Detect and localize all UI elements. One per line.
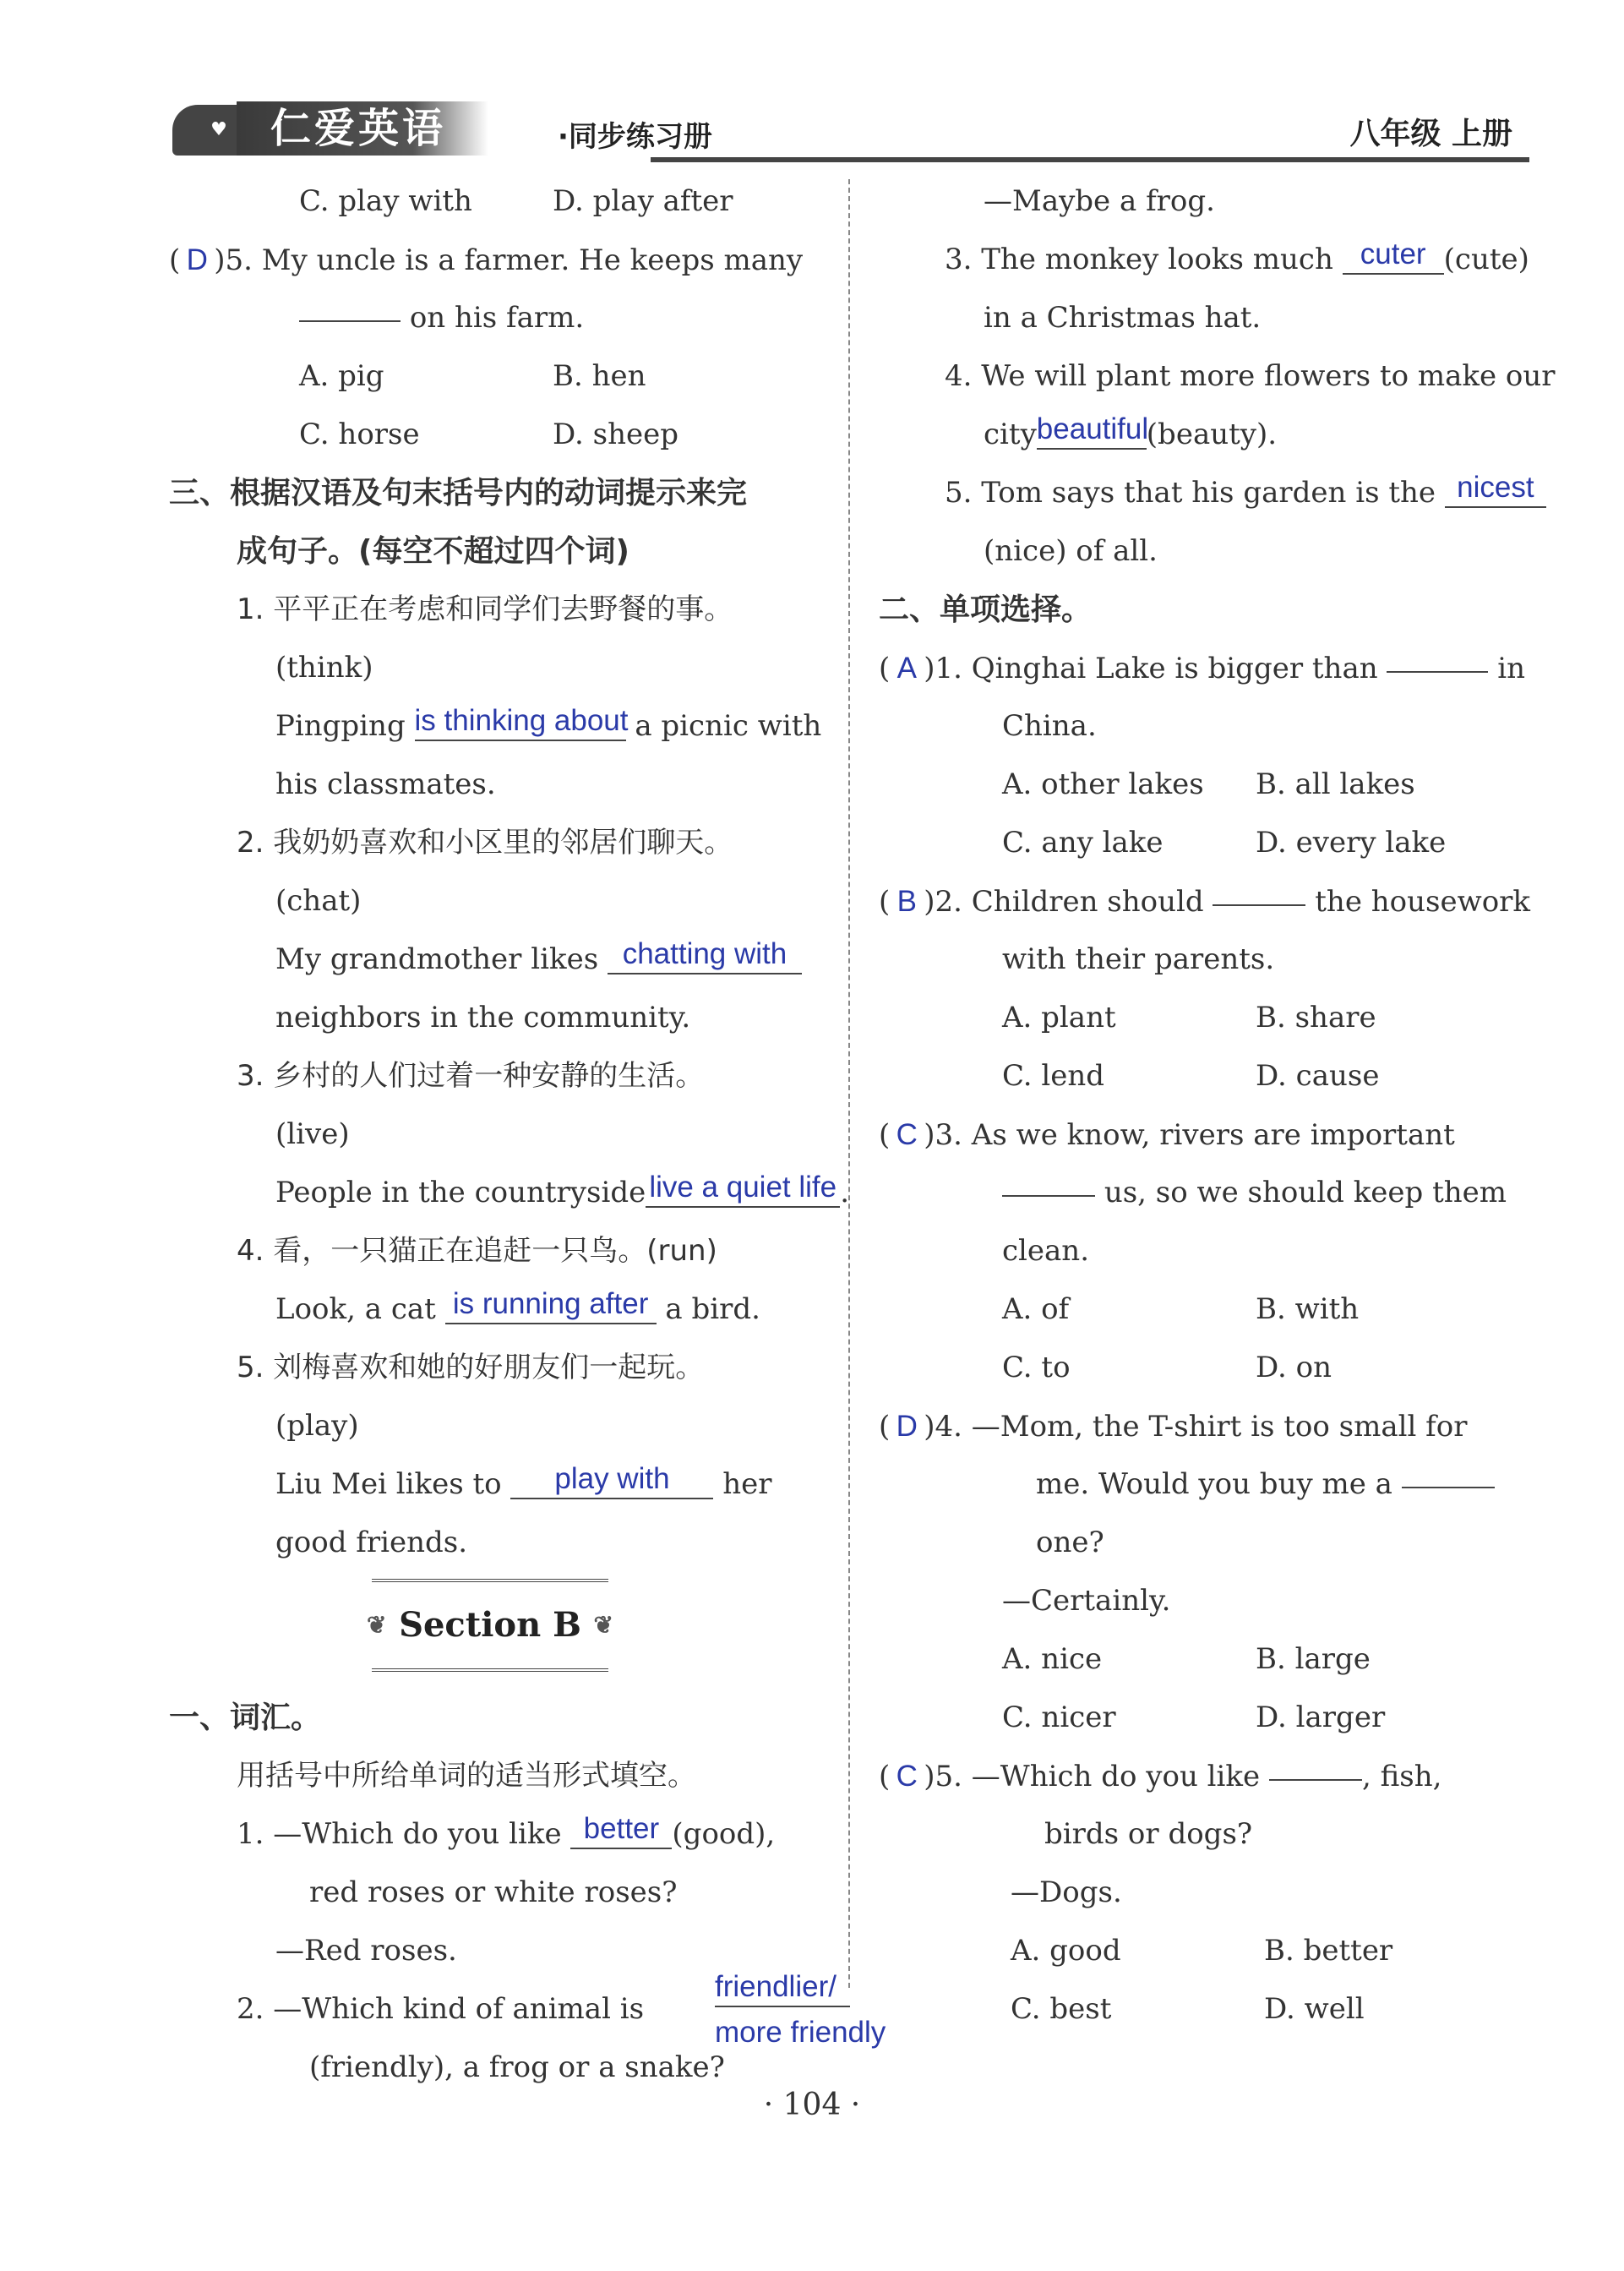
choice-q2: ( B )2. Children should the housework xyxy=(879,872,1529,931)
answer-mark: D xyxy=(896,1410,918,1443)
choice-q5: ( C )5. —Which do you like , fish, xyxy=(879,1747,1529,1805)
answer-mark: C xyxy=(896,1760,918,1793)
vocab-q1 xyxy=(169,1805,820,1864)
sentence-text: . xyxy=(840,1176,850,1209)
choice-q3-options-ab xyxy=(879,1280,1529,1339)
heart-logo-icon: ♥ xyxy=(172,105,265,156)
option-c: C. any lake xyxy=(1002,826,1164,860)
translation-item-2-sentence xyxy=(169,931,820,989)
mc-question-5-cont xyxy=(169,289,820,347)
sentence-text: her xyxy=(722,1467,772,1501)
translation-item-5-hint: (play) xyxy=(275,1409,359,1443)
option-d: D. sheep xyxy=(553,418,679,451)
sentence-text: People in the countryside xyxy=(275,1176,646,1209)
answer-mark: D xyxy=(186,243,208,276)
choice-q2-options-cd xyxy=(879,1047,1529,1105)
option-b: B. hen xyxy=(553,359,646,393)
option-d: D. larger xyxy=(1256,1701,1386,1734)
translation-item-3-hint: (live) xyxy=(275,1117,350,1151)
q5-options-cd xyxy=(169,406,820,464)
option-d: D. cause xyxy=(1256,1059,1380,1093)
choice-q3-cont xyxy=(879,1164,1529,1222)
choice-q4-cont2: one? xyxy=(1036,1526,1104,1559)
sentence-text: Pingping xyxy=(275,709,406,743)
question-text: the housework xyxy=(1315,885,1531,919)
answer-mark: A xyxy=(896,652,917,685)
brand-title: 仁爱英语 xyxy=(237,101,488,156)
page-number: · 104 · xyxy=(763,2088,861,2122)
question-text: )5. My uncle is a farmer. He keeps many xyxy=(214,243,804,277)
right-column xyxy=(879,172,1556,2039)
translation-item-2-hint: (chat) xyxy=(275,884,362,918)
answer-blank: is thinking about xyxy=(415,702,626,741)
question-text: , fish, xyxy=(1361,1760,1442,1793)
option-b: B. with xyxy=(1256,1292,1360,1326)
answer-mark: B xyxy=(896,885,917,918)
option-b: B. large xyxy=(1256,1642,1371,1676)
translation-item-3-sentence xyxy=(169,1164,850,1222)
option-a: A. good xyxy=(1011,1934,1121,1968)
vocab-title: 一、词汇。 xyxy=(169,1701,322,1735)
translation-item-2-cn: 2. 我奶奶喜欢和小区里的邻居们聊天。 xyxy=(237,826,733,860)
translation-item-1-sentence xyxy=(169,697,820,756)
choice-q4: ( D )4. —Mom, the T-shirt is too small for xyxy=(879,1397,1529,1455)
sentence-text: Look, a cat xyxy=(275,1292,436,1326)
ornament-icon: ❦ xyxy=(367,1611,387,1639)
answer-blank: nicest xyxy=(1445,469,1546,508)
translation-item-3-cn: 3. 乡村的人们过着一种安静的生活。 xyxy=(237,1059,705,1093)
question-text: in xyxy=(1497,652,1526,685)
option-c: C. play with xyxy=(299,184,472,218)
question-text: 5. Tom says that his garden is the xyxy=(945,476,1436,510)
answer-blank xyxy=(1213,904,1305,906)
option-b: B. all lakes xyxy=(1256,767,1415,801)
choice-q5-cont: birds or dogs? xyxy=(1044,1817,1253,1851)
part3-title-cont: 成句子。(每空不超过四个词) xyxy=(237,534,629,569)
option-b: B. share xyxy=(1256,1001,1376,1035)
option-a: A. plant xyxy=(1002,1001,1116,1035)
choice-q1-cont: China. xyxy=(1002,709,1097,743)
sentence-text: My grandmother likes xyxy=(275,942,599,976)
answer-blank xyxy=(1402,1487,1495,1488)
vocab-q3-cont: in a Christmas hat. xyxy=(984,301,1262,335)
sentence-text: a picnic with xyxy=(635,709,822,743)
answer-mark: C xyxy=(896,1118,918,1151)
ornament-icon: ❦ xyxy=(593,1611,613,1639)
answer-blank: better xyxy=(570,1810,672,1849)
choice-q4-options-ab xyxy=(879,1630,1529,1689)
vocab-q4-cont xyxy=(879,406,1529,464)
question-text: (beauty). xyxy=(1146,418,1278,451)
left-column xyxy=(169,172,886,2097)
choice-q4-reply: —Certainly. xyxy=(1002,1584,1171,1618)
question-text: )2. Children should xyxy=(924,885,1204,919)
question-text: city xyxy=(984,418,1037,451)
choice-q3-options-cd xyxy=(879,1339,1529,1397)
answer-blank xyxy=(1002,1195,1095,1197)
answer-blank: chatting with xyxy=(608,936,802,974)
question-text: me. Would you buy me a xyxy=(1036,1467,1392,1501)
question-text: 2. —Which kind of animal is xyxy=(237,1992,645,2026)
vocab-q2-cont: (friendly), a frog or a snake? xyxy=(309,2050,725,2084)
vocab-q2 xyxy=(169,1970,886,2049)
answer-blank xyxy=(299,320,401,322)
answer-blank xyxy=(1387,671,1488,673)
header-rule xyxy=(651,157,1529,162)
answer-blank: friendlier/ xyxy=(715,1968,850,2007)
translation-item-1-hint: (think) xyxy=(275,651,373,685)
question-text: )3. As we know, rivers are important xyxy=(924,1118,1455,1152)
translation-item-5-sentence xyxy=(169,1455,820,1514)
option-c: C. horse xyxy=(299,418,420,451)
vocab-instruction: 用括号中所给单词的适当形式填空。 xyxy=(237,1759,696,1793)
question-text: us, so we should keep them xyxy=(1104,1176,1507,1209)
vocab-q1-reply: —Red roses. xyxy=(275,1934,457,1968)
choice-q5-options-cd xyxy=(879,1980,1529,2039)
answer-blank: live a quiet life xyxy=(646,1169,840,1208)
answer-blank: play with xyxy=(510,1460,713,1499)
vocab-q4: 4. We will plant more flowers to make our xyxy=(945,359,1556,393)
option-c: C. nicer xyxy=(1002,1701,1116,1734)
option-a: A. pig xyxy=(299,359,384,393)
vocab-q1-cont: red roses or white roses? xyxy=(309,1875,678,1909)
vocab-q5-cont: (nice) of all. xyxy=(984,534,1158,568)
option-b: B. better xyxy=(1264,1934,1393,1968)
option-d: D. play after xyxy=(553,184,733,218)
option-a: A. of xyxy=(1002,1292,1070,1326)
mc-question-5: ( D )5. My uncle is a farmer. He keeps many xyxy=(169,231,820,289)
question-text: (good), xyxy=(672,1817,776,1851)
sentence-text: a bird. xyxy=(665,1292,760,1326)
option-d: D. well xyxy=(1264,1992,1365,2026)
choice-q3-cont2: clean. xyxy=(1002,1234,1090,1268)
page-header xyxy=(161,95,1529,162)
vocab-q2-reply: —Maybe a frog. xyxy=(984,184,1215,218)
answer-blank: beautiful xyxy=(1037,411,1147,450)
translation-item-4-cn: 4. 看，一只猫正在追赶一只鸟。(run) xyxy=(237,1234,717,1268)
choice-q2-cont: with their parents. xyxy=(1002,942,1275,976)
choice-q3: ( C )3. As we know, rivers are important xyxy=(879,1105,1529,1164)
question-text: 1. —Which do you like xyxy=(237,1817,562,1851)
section-b-label: Section B xyxy=(399,1605,581,1645)
option-c: C. lend xyxy=(1002,1059,1105,1093)
choice-q5-reply: —Dogs. xyxy=(1011,1875,1122,1909)
vocab-q3 xyxy=(879,231,1529,289)
grade-label: 八年级 上册 xyxy=(1349,116,1512,151)
choice-q4-options-cd xyxy=(879,1689,1529,1747)
translation-item-4-sentence xyxy=(169,1280,820,1339)
option-d: D. on xyxy=(1256,1351,1332,1384)
question-text: )1. Qinghai Lake is bigger than xyxy=(924,652,1378,685)
column-divider xyxy=(848,179,850,1988)
section-b-heading xyxy=(367,1579,613,1672)
question-text: 3. The monkey looks much xyxy=(945,243,1333,276)
answer-alt: more friendly xyxy=(715,2016,886,2049)
question-text: )5. —Which do you like xyxy=(924,1760,1261,1793)
option-a: A. other lakes xyxy=(1002,767,1204,801)
choice-q2-options-ab xyxy=(879,989,1529,1047)
choice-q4-cont xyxy=(879,1455,1529,1514)
vocab-q5 xyxy=(879,464,1534,522)
option-c: C. to xyxy=(1002,1351,1071,1384)
option-d: D. every lake xyxy=(1256,826,1447,860)
translation-item-1-cn: 1. 平平正在考虑和同学们去野餐的事。 xyxy=(237,592,733,626)
question-text: on his farm. xyxy=(409,301,585,335)
question-text: )4. —Mom, the T-shirt is too small for xyxy=(924,1410,1468,1444)
answer-blank: cuter xyxy=(1343,236,1444,275)
answer-blank xyxy=(1269,1779,1362,1781)
question-text: (cute) xyxy=(1443,243,1529,276)
prev-q4-options xyxy=(169,172,820,231)
q5-options-ab xyxy=(169,347,820,406)
translation-item-5-cn: 5. 刘梅喜欢和她的好朋友们一起玩。 xyxy=(237,1351,705,1384)
translation-item-1-cont: his classmates. xyxy=(275,767,496,801)
choice-q1-options-ab xyxy=(879,756,1529,814)
translation-item-2-cont: neighbors in the community. xyxy=(275,1001,691,1035)
translation-item-5-cont: good friends. xyxy=(275,1526,468,1559)
choice-q1-options-cd xyxy=(879,814,1529,872)
option-c: C. best xyxy=(1011,1992,1112,2026)
book-subtitle: ·同步练习册 xyxy=(558,120,712,154)
sentence-text: Liu Mei likes to xyxy=(275,1467,502,1501)
choice-q1: ( A )1. Qinghai Lake is bigger than in xyxy=(879,639,1529,697)
answer-blank: is running after xyxy=(445,1286,657,1324)
choice-q5-options-ab xyxy=(879,1922,1529,1980)
option-a: A. nice xyxy=(1002,1642,1103,1676)
part2-title: 二、单项选择。 xyxy=(879,592,1093,627)
part3-title: 三、根据汉语及句末括号内的动词提示来完 xyxy=(169,476,748,510)
